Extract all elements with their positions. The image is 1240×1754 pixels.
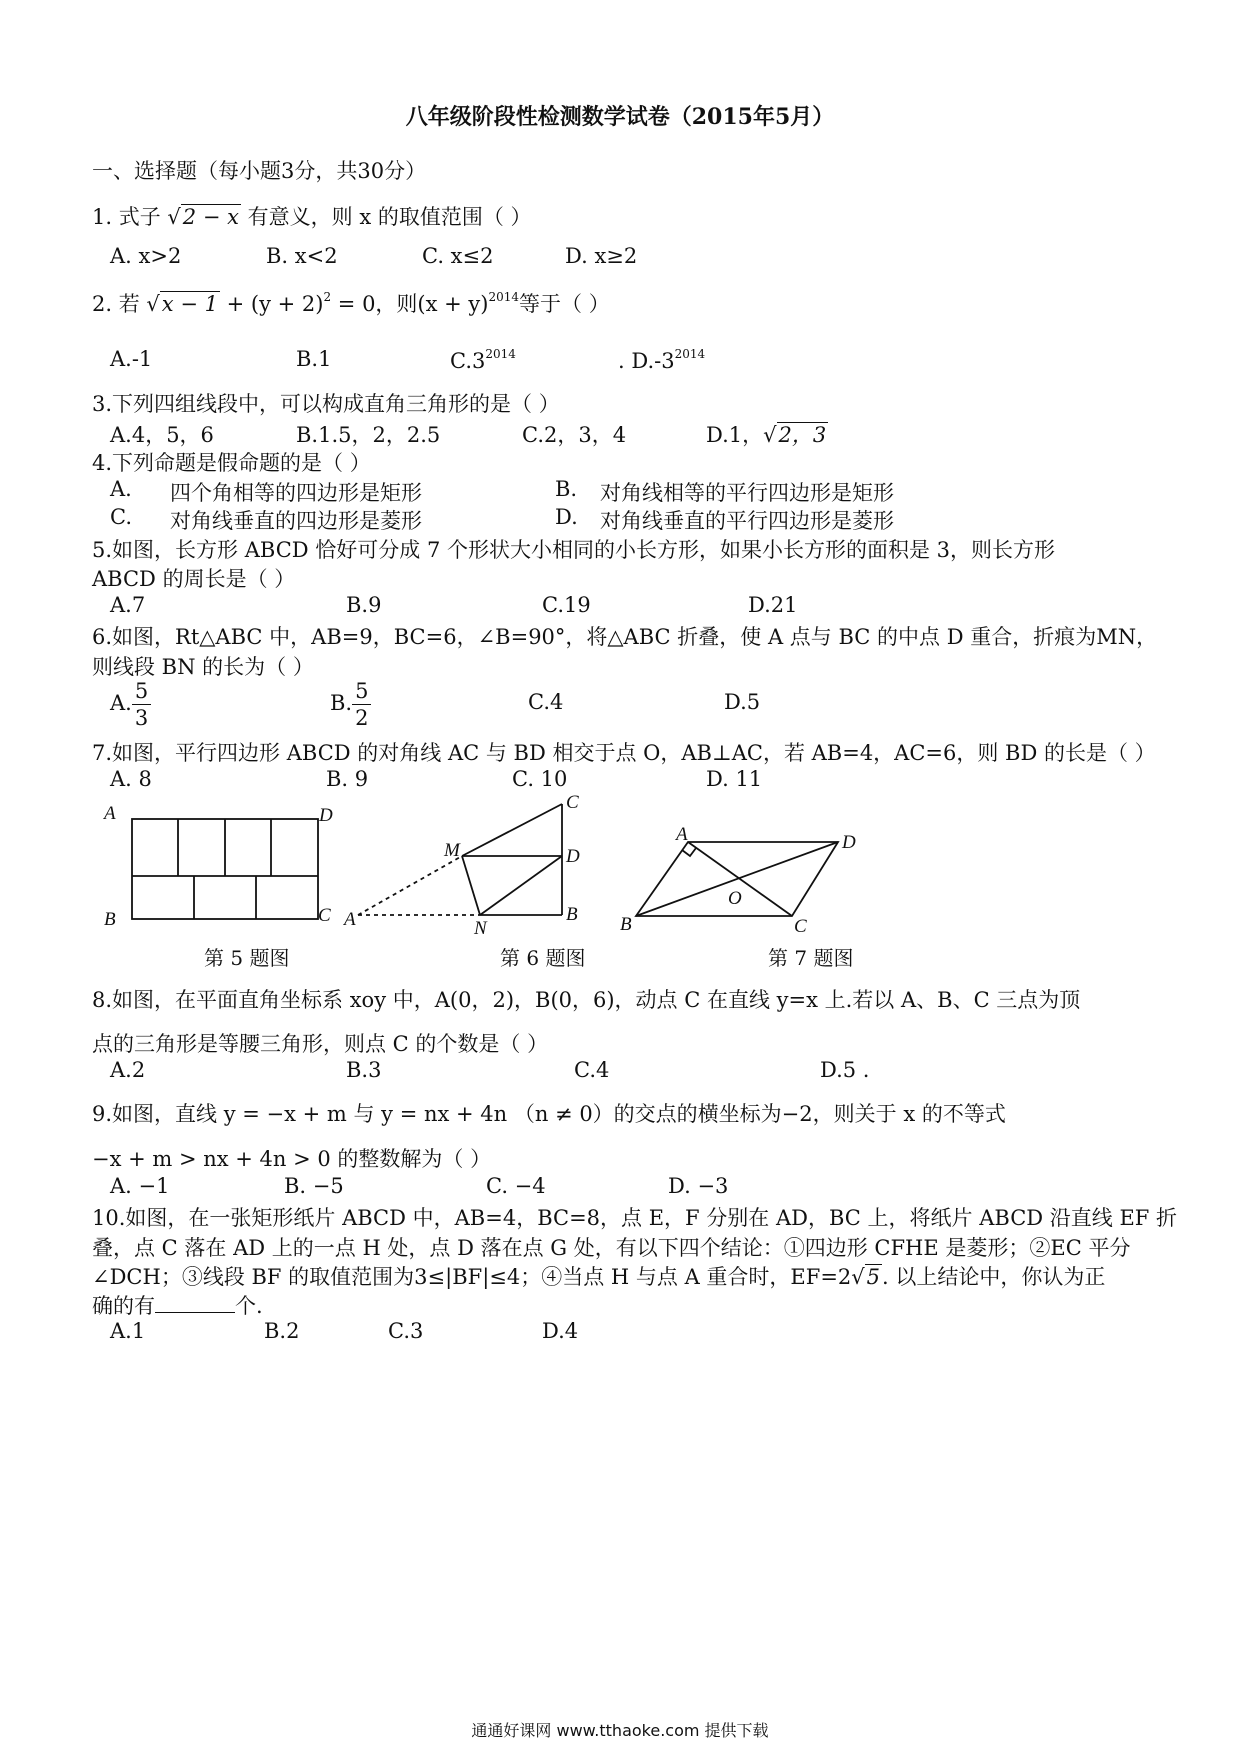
q1-suffix: 有意义，则 x 的取值范围（ ） — [247, 205, 532, 229]
fig7-caption: 第 7 题图 — [768, 946, 854, 970]
q5-option-a: A.7 — [110, 593, 146, 617]
q3-option-d-pre: D.1， — [706, 423, 764, 447]
question-10-line-2: 叠，点 C 落在 AD 上的一点 H 处，点 D 落在点 G 处，有以下四个结论：①四边形 CFHE 是菱形；②EC 平分 — [92, 1236, 1131, 1260]
q9-option-a: A. −1 — [110, 1174, 170, 1198]
fig7-label-o: O — [728, 888, 742, 909]
section-heading: 一、选择题（每小题3分，共30分） — [92, 159, 427, 183]
fig7-right-angle-mark — [682, 848, 696, 856]
q6-option-c: C.4 — [528, 690, 564, 714]
fig6-label-c: C — [566, 792, 579, 813]
q6-option-b — [330, 678, 371, 731]
q7-option-a: A. 8 — [110, 767, 152, 791]
q7-option-d: D. 11 — [706, 767, 763, 791]
q2-mid: + (y + 2) — [226, 292, 324, 316]
q8-option-c: C.4 — [574, 1058, 610, 1082]
q5-option-d: D.21 — [748, 593, 798, 617]
q2-option-c — [450, 347, 516, 373]
q5-option-b: B.9 — [346, 593, 382, 617]
q10-option-a: A.1 — [110, 1319, 146, 1343]
page-footer: 通通好课网 www.tthaoke.com 提供下载 — [471, 1721, 769, 1740]
q7-option-b: B. 9 — [326, 767, 369, 791]
q6-option-a — [110, 678, 151, 731]
fig6-label-a: A — [344, 909, 356, 930]
q2-option-b: B.1 — [296, 347, 332, 371]
q8-option-d: D.5 . — [820, 1058, 870, 1082]
fraction-denominator: 2 — [355, 706, 369, 730]
figure-6 — [340, 790, 600, 945]
q10-line3-end: . 以上结论中，你认为正 — [882, 1265, 1106, 1289]
question-9-line-1: 9.如图，直线 y = −x + m 与 y = nx + 4n （n ≠ 0）的交点的横坐标为−2，则关于 x 的不等式 — [92, 1102, 1006, 1126]
figure-7 — [612, 820, 882, 940]
fig5-label-d: D — [319, 805, 333, 826]
q2-suffix: 等于（ ） — [519, 292, 610, 316]
fig6-label-n: N — [474, 918, 487, 939]
question-2 — [92, 288, 610, 318]
q2-square: 2 — [323, 290, 332, 304]
q4-option-a-letter: A. — [110, 477, 132, 501]
q4-option-d: 对角线垂直的平行四边形是菱形 — [600, 509, 894, 533]
q2-option-a: A.-1 — [110, 347, 153, 371]
fig7-label-d: D — [842, 832, 856, 853]
q2-exponent: 2014 — [488, 290, 520, 304]
q1-radicand: 2 − x — [182, 205, 239, 229]
fraction-numerator: 5 — [132, 678, 151, 705]
fraction-numerator: 5 — [352, 678, 371, 705]
q2-radical: √x − 1 — [146, 292, 218, 316]
fig6-dashed-am — [358, 856, 462, 915]
q6-option-d: D.5 — [724, 690, 761, 714]
question-6-line-1: 6.如图，Rt△ABC 中，AB=9，BC=6，∠B=90°，将△ABC 折叠，使 A 点与 BC 的中点 D 重合，折痕为MN， — [92, 625, 1158, 649]
question-5-line-1: 5.如图，长方形 ABCD 恰好可分成 7 个形状大小相同的小长方形，如果小长方形的面积是 3，则长方形 — [92, 538, 1056, 562]
question-5-line-2: ABCD 的周长是（ ） — [92, 567, 296, 591]
q1-prefix: 1. 式子 — [92, 205, 161, 229]
q3-option-b: B.1.5，2，2.5 — [296, 423, 441, 447]
q1-option-b: B. x<2 — [266, 244, 338, 268]
q4-option-d-letter: D. — [555, 505, 578, 529]
page-title: 八年级阶段性检测数学试卷（2015年5月） — [405, 104, 835, 130]
fig7-label-c: C — [794, 916, 807, 937]
fig7-label-a: A — [676, 824, 688, 845]
q4-option-a: 四个角相等的四边形是矩形 — [170, 481, 422, 505]
fig6-caption: 第 6 题图 — [500, 946, 586, 970]
q10-option-d: D.4 — [542, 1319, 579, 1343]
q9-option-c: C. −4 — [486, 1174, 546, 1198]
q10-line3-radicand: 5 — [866, 1265, 881, 1289]
q1-option-c: C. x≤2 — [422, 244, 494, 268]
q4-option-b-letter: B. — [555, 477, 578, 501]
fig6-label-b: B — [566, 904, 578, 925]
q2-option-d-base: . D.-3 — [618, 349, 675, 373]
fig5-label-c: C — [318, 905, 331, 926]
q5-option-c: C.19 — [542, 593, 591, 617]
q9-option-b: B. −5 — [284, 1174, 344, 1198]
q6-option-a-fraction — [132, 678, 151, 731]
q2-option-c-exp: 2014 — [485, 347, 516, 361]
fig6-label-d: D — [566, 846, 580, 867]
q6-option-b-letter: B. — [330, 691, 353, 715]
question-3: 3.下列四组线段中，可以构成直角三角形的是（ ） — [92, 392, 560, 416]
q2-option-c-base: C.3 — [450, 349, 486, 373]
q7-option-c: C. 10 — [512, 767, 568, 791]
q2-radicand: x − 1 — [161, 292, 218, 316]
q6-option-b-fraction — [352, 678, 371, 731]
q10-option-b: B.2 — [264, 1319, 300, 1343]
q10-line4-end: 个. — [235, 1294, 263, 1318]
q8-option-b: B.3 — [346, 1058, 382, 1082]
question-10-line-3: ∠DCH；③线段 BF 的取值范围为3≤|BF|≤4；④当点 H 与点 A 重合时，EF=2√5. 以上结论中，你认为正 — [92, 1265, 1106, 1289]
q2-option-d — [618, 347, 705, 373]
q10-line3-start: ∠DCH；③线段 BF 的取值范围为3≤|BF|≤4；④当点 H 与点 A 重合时，EF=2 — [92, 1265, 852, 1289]
q3-option-d-rad: 2，3 — [778, 423, 827, 447]
fig5-caption: 第 5 题图 — [204, 946, 290, 970]
question-6-line-2: 则线段 BN 的长为（ ） — [92, 655, 314, 679]
q8-option-a: A.2 — [110, 1058, 146, 1082]
q10-option-c: C.3 — [388, 1319, 424, 1343]
question-4: 4.下列命题是假命题的是（ ） — [92, 451, 371, 475]
question-9-line-2: −x + m > nx + 4n > 0 的整数解为（ ） — [92, 1147, 492, 1171]
figure-5 — [100, 795, 340, 940]
fig5-label-b: B — [104, 909, 116, 930]
q2-prefix: 2. 若 — [92, 292, 140, 316]
fraction-denominator: 3 — [134, 706, 149, 730]
q3-option-a: A.4，5，6 — [110, 423, 214, 447]
q4-option-b: 对角线相等的平行四边形是矩形 — [600, 481, 894, 505]
q1-option-d: D. x≥2 — [565, 244, 638, 268]
question-10-line-1: 10.如图，在一张矩形纸片 ABCD 中，AB=4，BC=8，点 E，F 分别在 AD，BC 上，将纸片 ABCD 沿直线 EF 折 — [92, 1206, 1178, 1230]
question-8-line-2: 点的三角形是等腰三角形，则点 C 的个数是（ ） — [92, 1032, 549, 1056]
question-1 — [92, 201, 532, 231]
q3-option-d: D.1，√2，3 — [706, 423, 827, 447]
q1-option-a: A. x>2 — [110, 244, 182, 268]
fig5-label-a: A — [104, 803, 116, 824]
q4-option-c: 对角线垂直的四边形是菱形 — [170, 509, 422, 533]
q4-option-c-letter: C. — [110, 505, 132, 529]
q9-option-d: D. −3 — [668, 1174, 729, 1198]
q3-option-c: C.2，3，4 — [522, 423, 627, 447]
q1-radical: √2 − x — [167, 205, 239, 229]
question-10-line-4 — [92, 1290, 263, 1320]
q2-eq: = 0，则(x + y) — [337, 292, 489, 316]
answer-blank[interactable] — [155, 1294, 235, 1313]
q10-line4-start: 确的有 — [92, 1294, 155, 1318]
question-7: 7.如图，平行四边形 ABCD 的对角线 AC 与 BD 相交于点 O，AB⊥AC，若 AB=4，AC=6，则 BD 的长是（ ） — [92, 741, 1156, 765]
q6-option-a-letter: A. — [110, 691, 132, 715]
fig6-label-m: M — [444, 840, 460, 861]
q2-option-d-exp: 2014 — [674, 347, 706, 361]
fig7-label-b: B — [620, 914, 632, 935]
question-8-line-1: 8.如图，在平面直角坐标系 xoy 中，A(0，2)，B(0，6)，动点 C 在直线 y=x 上.若以 A、B、C 三点为顶 — [92, 988, 1081, 1012]
